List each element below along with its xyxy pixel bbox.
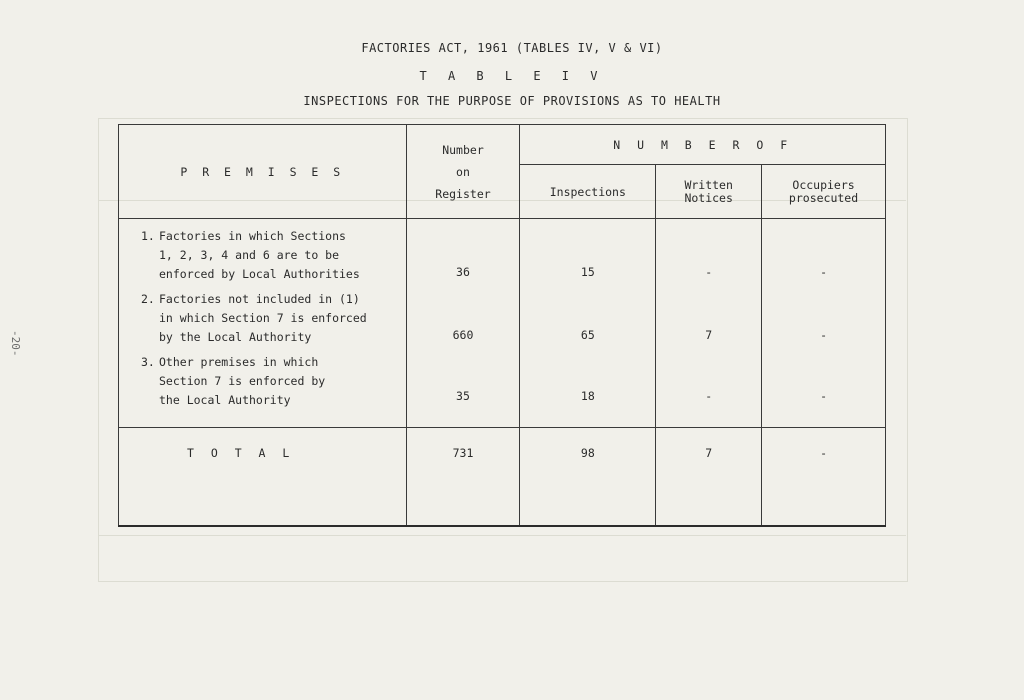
register-value: 660 xyxy=(452,328,474,342)
premises-item-line: in which Section 7 is enforced xyxy=(159,311,367,325)
occupiers-prosecuted-value: - xyxy=(820,389,828,403)
register-header-line: Register xyxy=(435,186,491,201)
written-notices-value: - xyxy=(705,389,713,403)
written-notices-values-cell xyxy=(656,219,762,428)
table-heading: INSPECTIONS FOR THE PURPOSE OF PROVISIONS AS TO HEALTH xyxy=(303,94,721,108)
register-header xyxy=(406,125,520,219)
premises-item-number: 1. xyxy=(141,229,155,243)
occupiers-prosecuted-header-line: prosecuted xyxy=(788,190,859,205)
total-register: 731 xyxy=(406,428,520,526)
premises-list-cell xyxy=(119,219,407,428)
total-inspections: 98 xyxy=(520,428,656,526)
written-notices-value: 7 xyxy=(705,328,713,342)
occupiers-prosecuted-header xyxy=(762,165,886,219)
register-values-cell xyxy=(406,219,520,428)
occupiers-prosecuted-value: - xyxy=(820,265,828,279)
register-header-line: on xyxy=(456,164,470,179)
inspections-value: 15 xyxy=(580,265,595,279)
premises-item-line: Factories in which Sections xyxy=(159,229,346,243)
written-notices-header-line: Notices xyxy=(684,190,733,205)
premises-item-number: 3. xyxy=(141,355,155,369)
occupiers-prosecuted-values-cell xyxy=(762,219,886,428)
register-header-line: Number xyxy=(442,142,484,157)
premises-item-1 xyxy=(141,227,406,290)
document-title: FACTORIES ACT, 1961 (TABLES IV, V & VI) xyxy=(361,41,663,55)
premises-item-line: Other premises in which xyxy=(159,355,319,369)
inspections-header: Inspections xyxy=(520,165,656,219)
register-value: 36 xyxy=(456,265,470,279)
written-notices-header-line: Written xyxy=(684,177,733,192)
occupiers-prosecuted-value: - xyxy=(820,328,828,342)
premises-header: P R E M I S E S xyxy=(119,125,407,219)
inspections-values-cell xyxy=(520,219,656,428)
premises-item-line: Factories not included in (1) xyxy=(159,292,360,306)
premises-item-line: 1, 2, 3, 4 and 6 are to be xyxy=(159,248,340,262)
premises-item-line: Section 7 is enforced by xyxy=(159,374,326,388)
written-notices-header xyxy=(656,165,762,219)
premises-item-line: enforced by Local Authorities xyxy=(159,267,360,281)
table-label: T A B L E I V xyxy=(419,69,605,83)
total-occupiers-prosecuted: - xyxy=(762,428,886,526)
premises-item-line: by the Local Authority xyxy=(159,330,312,344)
premises-item-3 xyxy=(141,353,406,416)
number-of-header: N U M B E R O F xyxy=(520,125,886,165)
occupiers-prosecuted-header-line: Occupiers xyxy=(792,177,855,192)
premises-item-number: 2. xyxy=(141,292,155,306)
register-value: 35 xyxy=(456,389,470,403)
premises-item-2 xyxy=(141,290,406,353)
page-number-margin: -20- xyxy=(9,330,22,357)
inspections-table xyxy=(118,124,886,527)
bleed-through-row-ghost xyxy=(98,535,906,536)
inspections-value: 18 xyxy=(580,389,595,403)
inspections-value: 65 xyxy=(580,328,595,342)
written-notices-value: - xyxy=(705,265,713,279)
premises-item-line: the Local Authority xyxy=(159,393,291,407)
total-label: T O T A L xyxy=(119,428,407,526)
total-written-notices: 7 xyxy=(656,428,762,526)
